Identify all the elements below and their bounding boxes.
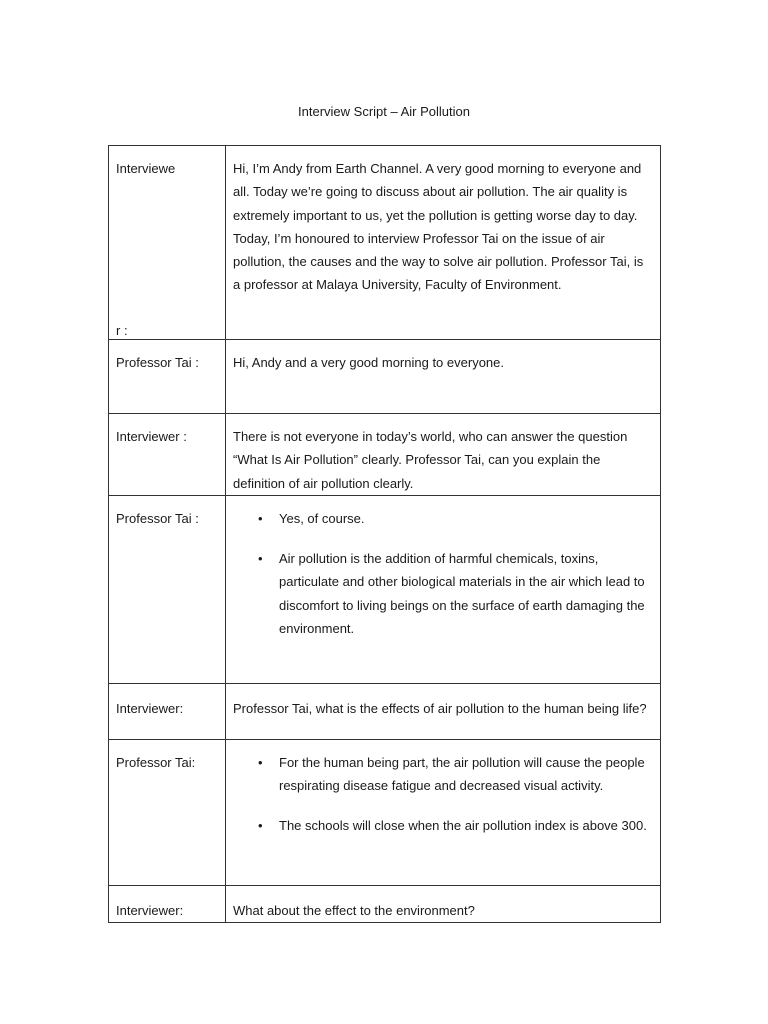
speaker-label: Interviewe: [116, 161, 176, 176]
bullet-text: The schools will close when the air pollution index is above 300.: [279, 818, 647, 834]
table-row: [109, 739, 661, 885]
bullet-list: [226, 740, 660, 838]
speaker-cell: [109, 683, 226, 739]
speech-cell: [226, 414, 661, 496]
speaker-cell: [109, 146, 226, 340]
speech-cell: [226, 739, 661, 885]
bullet-item: [226, 547, 652, 640]
speaker-label: Interviewer:: [116, 700, 184, 716]
speech-text: Hi, Andy and a very good morning to everyone.: [233, 355, 504, 370]
bullet-item: [226, 507, 652, 530]
speaker-label: Professor Tai:: [116, 754, 196, 770]
speaker-cell: [109, 495, 226, 683]
speech-text: Hi, I’m Andy from Earth Channel. A very good morning to everyone and all. Today we’re going to discuss about air pollution. The air quality is extremely important to us, yet the pollution is getting worse day to day. Today, I’m honoured to interview Professor Tai on the issue of air pollution, the causes and the way to solve air pollution. Professor Tai, is a professor at Malaya University, Faculty of Environment.: [233, 161, 644, 293]
table-row: [109, 146, 661, 340]
speaker-label: Interviewer:: [116, 902, 184, 918]
bullet-icon: •: [258, 510, 263, 526]
speaker-label: Interviewer :: [116, 429, 187, 444]
speaker-label: Professor Tai :: [116, 355, 199, 370]
bullet-text: Yes, of course.: [279, 510, 365, 526]
speaker-cell: [109, 885, 226, 922]
speech-cell: [226, 340, 661, 414]
bullet-item: [226, 751, 652, 798]
speaker-cell: [109, 414, 226, 496]
speech-text: Professor Tai, what is the effects of air pollution to the human being life?: [233, 700, 647, 716]
speaker-label: Professor Tai :: [116, 510, 199, 526]
bullet-icon: •: [258, 551, 263, 567]
bullet-item: [226, 814, 652, 837]
speaker-cell: [109, 739, 226, 885]
bullet-icon: •: [258, 754, 263, 770]
document-title: Interview Script – Air Pollution: [298, 104, 470, 119]
speech-cell: [226, 885, 661, 922]
table-row: [109, 495, 661, 683]
table-row: [109, 885, 661, 922]
table-row: [109, 340, 661, 414]
speech-cell: [226, 146, 661, 340]
bullet-icon: •: [258, 818, 263, 834]
interview-table: [108, 145, 661, 923]
speaker-label-continuation: r :: [116, 322, 128, 338]
bullet-list: [226, 496, 660, 640]
speech-text: There is not everyone in today’s world, who can answer the question “What Is Air Pollution” clearly. Professor Tai, can you explain the definition of air pollution clearly.: [233, 429, 628, 491]
bullet-text: Air pollution is the addition of harmful chemicals, toxins, particulate and other biological materials in the air which lead to discomfort to living beings on the surface of earth damaging the environment.: [279, 551, 645, 637]
speech-cell: [226, 495, 661, 683]
speech-cell: [226, 683, 661, 739]
bullet-text: For the human being part, the air pollution will cause the people respirating disease fatigue and decreased visual activity.: [279, 754, 645, 794]
table-row: [109, 414, 661, 496]
speaker-cell: [109, 340, 226, 414]
speech-text: What about the effect to the environment?: [233, 902, 475, 918]
table-row: [109, 683, 661, 739]
